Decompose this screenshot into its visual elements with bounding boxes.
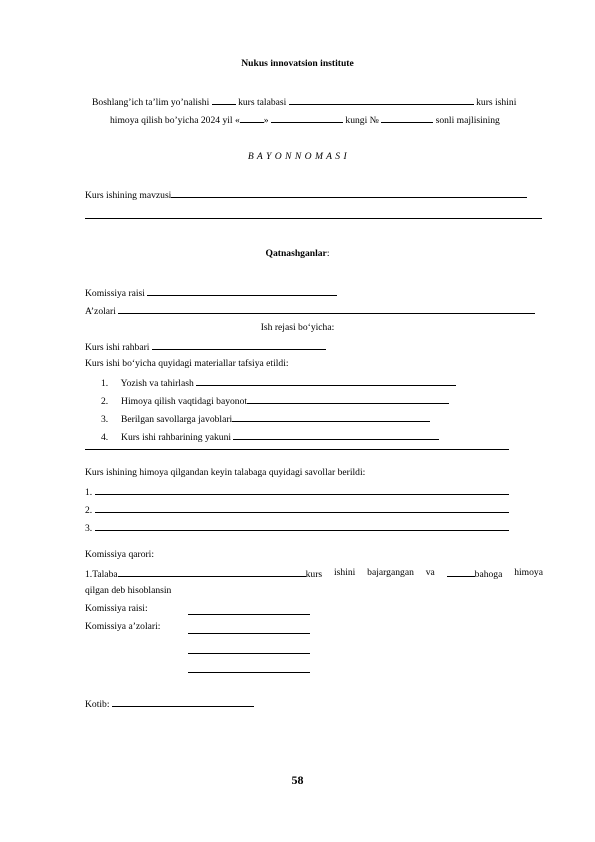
questions-intro: Kurs ishining himoya qilgandan keyin talabaga quyidagi savollar berildi:: [85, 467, 366, 478]
chair-label: Komissiya raisi: [85, 288, 145, 299]
materials-item-num: 3.: [101, 414, 109, 425]
intro-line-2: [110, 113, 500, 127]
intro-line1-c: kurs ishini: [476, 97, 517, 108]
secretary-blank: [112, 697, 254, 707]
supervisor-label: Kurs ishi rahbari: [85, 342, 150, 353]
materials-item-num: 4.: [101, 432, 109, 443]
chair-blank: [147, 286, 337, 296]
signature-member-line-3: [188, 672, 310, 673]
members-row: [85, 304, 535, 318]
blank-month: [271, 113, 343, 123]
topic-blank: [171, 188, 527, 198]
materials-item-text: Yozish va tahirlash: [120, 378, 194, 389]
chair-row: [85, 286, 337, 300]
signature-chair-label: Komissiya raisi:: [85, 603, 148, 614]
materials-item-blank: [232, 412, 430, 422]
signature-members-label: Komissiya a’zolari:: [85, 621, 161, 632]
question-blank: [95, 521, 509, 531]
intro-line2-c: kungi №: [345, 115, 379, 126]
question-number: 1.: [85, 487, 93, 498]
materials-item-blank: [247, 394, 449, 404]
intro-line2-a: himoya qilish bo’yicha 2024 yil «: [110, 115, 240, 126]
blank-student-name: [289, 95, 474, 105]
intro-line2-d: sonli majlisining: [435, 115, 500, 126]
intro-line1-a: Boshlang’ich ta’lim yo’nalishi: [92, 97, 210, 108]
materials-item-3: [101, 412, 430, 426]
question-number: 2.: [85, 505, 93, 516]
materials-item-1: [101, 376, 456, 390]
intro-line-1: [92, 95, 516, 109]
decision-student: 1.Talaba kurs: [85, 569, 323, 580]
materials-item-text: Berilgan savollarga javoblari: [121, 414, 233, 425]
question-number: 3.: [85, 523, 93, 534]
materials-item-num: 1.: [101, 378, 109, 389]
supervisor-row: [85, 340, 326, 354]
materials-intro: Kurs ishi bo‘yicha quyidagi materiallar tafsiya etildi:: [85, 358, 289, 369]
document-title: B A Y O N N O M A S I: [247, 151, 348, 162]
decision-line-2: qilgan deb hisoblansin: [85, 585, 172, 596]
work-plan-label: Ish rejasi bo‘yicha:: [260, 322, 335, 333]
intro-line2-b: »: [263, 115, 269, 126]
page-number: 58: [291, 773, 304, 787]
decision-word: va: [425, 567, 435, 578]
blank-course: [212, 95, 236, 105]
materials-item-text: Himoya qilish vaqtidagi bayonot: [121, 396, 248, 407]
decision-word: himoya: [514, 567, 543, 578]
topic-blank-line-2: [85, 218, 542, 219]
materials-item-2: [101, 394, 449, 408]
materials-item-blank: [196, 376, 456, 386]
signature-member-line-2: [188, 653, 310, 654]
decision-word: ishini: [334, 567, 356, 578]
decision-word: kurs: [305, 569, 323, 580]
intro-line1-b: kurs talabasi: [238, 97, 287, 108]
secretary-label: Kotib:: [85, 699, 110, 710]
participants-colon: :: [326, 248, 330, 259]
members-label: A’zolari: [85, 306, 116, 317]
question-row-2: [85, 503, 509, 517]
decision-grade: bahoga: [447, 567, 503, 581]
decision-student-blank: [118, 567, 306, 577]
materials-item-4: [101, 430, 439, 444]
secretary-row: [85, 697, 254, 711]
materials-blank-line: [85, 449, 509, 450]
participants-heading: [0, 248, 595, 260]
participants-heading-text: Qatnashganlar: [265, 248, 327, 259]
materials-item-text: Kurs ishi rahbarining yakuni: [121, 432, 232, 443]
supervisor-blank: [152, 340, 326, 350]
decision-grade-blank: [447, 567, 475, 577]
institute-title: Nukus innovatsion institute: [241, 58, 354, 69]
decision-line-1: [85, 567, 543, 581]
question-blank: [95, 485, 509, 495]
question-blank: [95, 503, 509, 513]
question-row-1: [85, 485, 509, 499]
signature-chair-line: [188, 614, 310, 615]
decision-label: Komissiya qarori:: [85, 549, 155, 560]
blank-number: [381, 113, 433, 123]
question-row-3: [85, 521, 509, 535]
materials-item-blank: [233, 430, 439, 440]
topic-label: Kurs ishining mavzusi: [85, 190, 172, 201]
decision-word: bajargangan: [367, 567, 414, 578]
signature-member-line-1: [188, 633, 310, 634]
members-blank: [118, 304, 535, 314]
blank-day: [240, 113, 264, 123]
materials-item-num: 2.: [101, 396, 109, 407]
topic-row: [85, 188, 527, 202]
